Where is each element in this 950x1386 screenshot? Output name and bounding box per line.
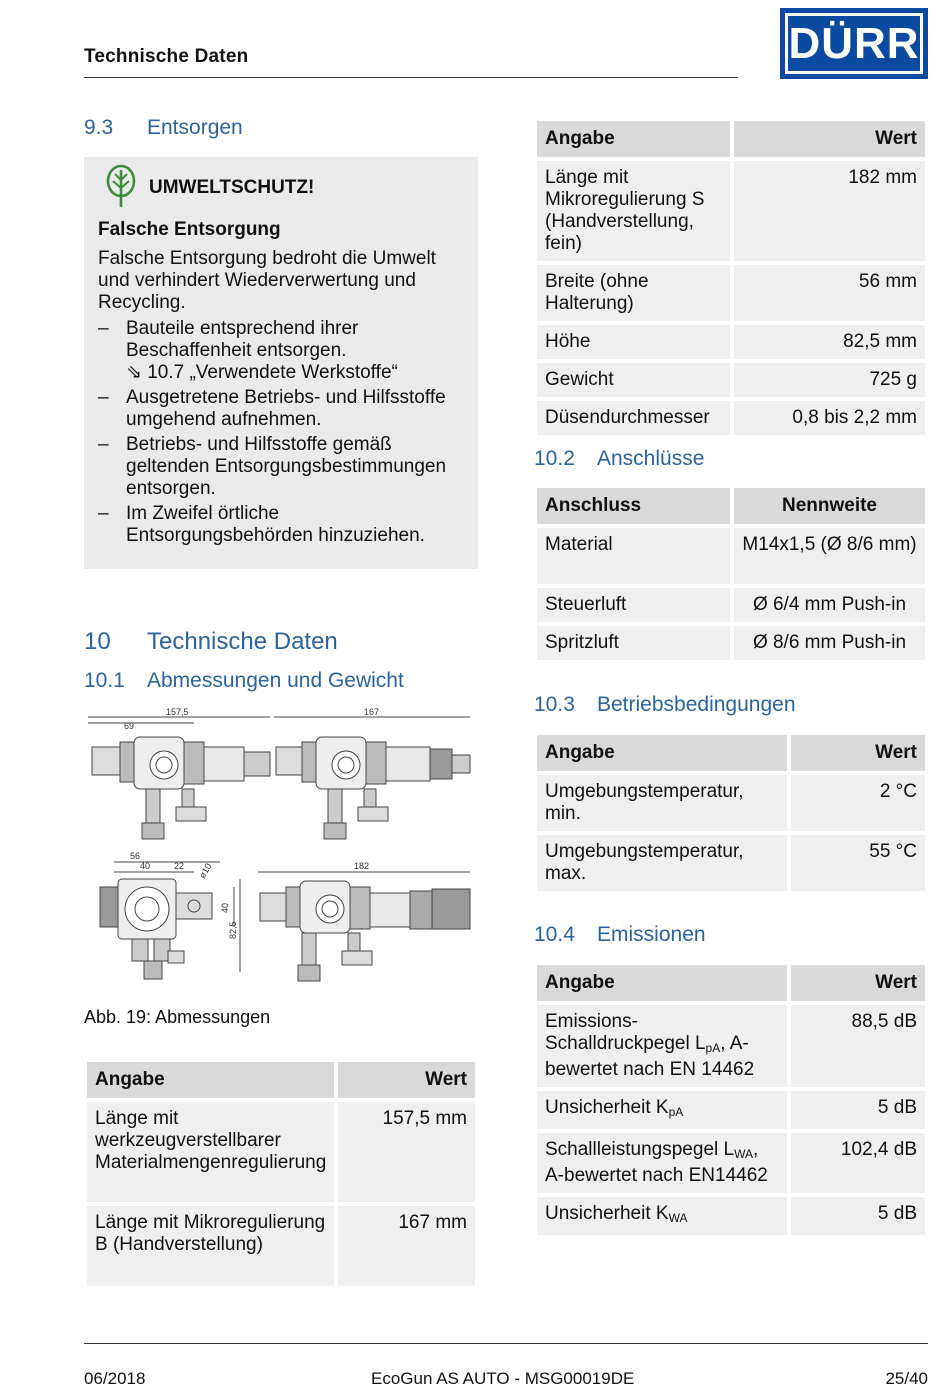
table-cell: 55 °C (791, 835, 925, 891)
table-cell: Höhe (537, 325, 730, 359)
column-header: Anschluss (537, 488, 730, 524)
table-cell: Ø 6/4 mm Push-in (734, 588, 925, 622)
table-row (537, 401, 925, 435)
connections-table (533, 484, 929, 664)
table-row (537, 1005, 925, 1087)
section-title: Betriebsbedingungen (597, 693, 796, 716)
column-header: Wert (734, 121, 925, 157)
column-header: Wert (791, 965, 925, 1001)
chapter-number: 10 (84, 628, 111, 655)
list-item: – Bauteile entsprechend ihrer Beschaffenheit entsorgen. ⇘ 10.7 „Verwendete Werkstoffe“ (98, 318, 468, 384)
column-header: Wert (338, 1062, 475, 1098)
emissions-table (533, 961, 929, 1239)
table-cell: 182 mm (734, 161, 925, 261)
logo-text: DÜRR (788, 18, 920, 68)
table-row (537, 835, 925, 891)
running-header-title: Technische Daten (84, 46, 249, 67)
table-cell: Länge mit werkzeugverstellbarer Materialmengenregulierung (87, 1102, 334, 1202)
table-cell: 56 mm (734, 265, 925, 321)
table-cell: 0,8 bis 2,2 mm (734, 401, 925, 435)
column-header: Angabe (537, 121, 730, 157)
table-cell: 88,5 dB (791, 1005, 925, 1087)
table-cell: Breite (ohne Halterung) (537, 265, 730, 321)
cell-text: Schallleistungspegel L (545, 1139, 735, 1160)
footer-document-id: EcoGun AS AUTO - MSG00019DE (371, 1369, 635, 1386)
arrow-reference-icon: ⇘ (126, 362, 148, 383)
table-cell (537, 1005, 787, 1087)
list-item-text: Betriebs- und Hilfsstoffe gemäß geltenden Entsorgungsbestimmungen entsorgen. (126, 434, 447, 499)
table-cell: 82,5 mm (734, 325, 925, 359)
footer-date: 06/2018 (84, 1369, 146, 1386)
dim-label: 82,5 (228, 921, 238, 939)
operating-conditions-table (533, 731, 929, 895)
dim-label: 56 (130, 851, 141, 861)
section-number: 10.2 (534, 447, 575, 470)
dimensions-table-a (83, 1058, 479, 1290)
table-cell: Spritzluft (537, 626, 730, 660)
table-cell: Umgebungstemperatur, min. (537, 775, 787, 831)
column-header: Wert (791, 735, 925, 771)
section-10-1-heading (84, 669, 404, 693)
table-cell: 5 dB (791, 1197, 925, 1235)
cell-text: Unsicherheit K (545, 1203, 669, 1224)
dimension-drawing (84, 707, 476, 992)
cross-reference[interactable] (126, 362, 468, 384)
dim-label: 157,5 (166, 707, 189, 717)
table-row (537, 528, 925, 584)
dim-label: 69 (124, 721, 135, 731)
chapter-10-heading (84, 628, 338, 656)
table-cell: Steuerluft (537, 588, 730, 622)
table-row (537, 1197, 925, 1235)
column-header: Angabe (87, 1062, 334, 1098)
table-row (537, 588, 925, 622)
table-cell: 725 g (734, 363, 925, 397)
table-cell: 102,4 dB (791, 1133, 925, 1193)
table-header-row (537, 965, 925, 1001)
table-header-row (537, 488, 925, 524)
table-cell (537, 1197, 787, 1235)
note-subheading: Falsche Entsorgung (98, 219, 281, 240)
leaf-icon (104, 164, 138, 208)
table-cell: Material (537, 528, 730, 584)
table-row (537, 1091, 925, 1129)
cell-text: Emissions-Schalldruckpegel L (545, 1011, 706, 1054)
table-row (537, 775, 925, 831)
section-10-3-heading (534, 693, 796, 717)
dim-label: 182 (354, 861, 370, 871)
table-row (537, 325, 925, 359)
table-cell: M14x1,5 (Ø 8/6 mm) (734, 528, 925, 584)
section-10-4-heading (534, 923, 706, 947)
note-body: Falsche Entsorgung bedroht die Umwelt und verhindert Wiederverwertung und Recycling. (98, 248, 436, 313)
section-number: 10.4 (534, 923, 575, 946)
table-cell: Länge mit Mikroregulierung S (Handverstellung, fein) (537, 161, 730, 261)
cell-text: , A-bewertet nach EN 14462 (545, 1033, 755, 1080)
column-header: Angabe (537, 735, 787, 771)
table-row (537, 1133, 925, 1193)
subscript: WA (668, 1211, 688, 1225)
table-header-row (537, 735, 925, 771)
dim-label: 167 (364, 707, 380, 717)
table-cell (537, 1133, 787, 1193)
table-cell: 5 dB (791, 1091, 925, 1129)
section-title: Anschlüsse (597, 447, 705, 470)
chapter-title: Technische Daten (147, 628, 338, 655)
table-header-row (537, 121, 925, 157)
table-cell: 157,5 mm (338, 1102, 475, 1202)
environment-note (84, 157, 478, 569)
list-item-text: Bauteile entsprechend ihrer Beschaffenheit entsorgen. (126, 318, 359, 361)
list-item: – Im Zweifel örtliche Entsorgungsbehörden hinzuziehen. (98, 503, 425, 546)
section-title: Entsorgen (147, 116, 243, 139)
footer-rule (84, 1343, 928, 1344)
section-10-2-heading (534, 447, 704, 471)
column-header: Nennweite (734, 488, 925, 524)
table-cell: 2 °C (791, 775, 925, 831)
section-9-3-heading (84, 116, 243, 140)
table-row (537, 626, 925, 660)
duerr-logo (780, 8, 928, 79)
footer-page-number: 25/40 (885, 1369, 928, 1386)
table-cell: Ø 8/6 mm Push-in (734, 626, 925, 660)
note-heading: UMWELTSCHUTZ! (149, 177, 315, 198)
table-cell: Düsendurchmesser (537, 401, 730, 435)
list-item-text: Ausgetretene Betriebs- und Hilfsstoffe umgehend aufnehmen. (126, 387, 446, 430)
section-title: Abmessungen und Gewicht (147, 669, 404, 692)
table-cell: Umgebungstemperatur, max. (537, 835, 787, 891)
table-cell: Länge mit Mikroregulierung B (Handverstellung) (87, 1206, 334, 1286)
figure-caption: Abb. 19: Abmessungen (84, 1007, 271, 1027)
section-number: 10.1 (84, 669, 125, 692)
table-row (87, 1102, 475, 1202)
table-cell: Gewicht (537, 363, 730, 397)
cell-text: , A-bewertet nach EN14462 (545, 1139, 768, 1186)
section-number: 10.3 (534, 693, 575, 716)
table-row (87, 1206, 475, 1286)
list-item-text: Im Zweifel örtliche Entsorgungsbehörden hinzuziehen. (126, 503, 425, 546)
dim-label: 22 (174, 861, 185, 871)
subscript: WA (734, 1147, 753, 1161)
subscript: pA (668, 1105, 684, 1119)
dim-label: 40 (220, 902, 230, 913)
header-rule (84, 77, 738, 78)
list-item: – Betriebs- und Hilfsstoffe gemäß geltenden Entsorgungsbestimmungen entsorgen. (98, 434, 447, 499)
table-row (537, 363, 925, 397)
note-list (98, 318, 468, 550)
table-header-row (87, 1062, 475, 1098)
list-item: – Ausgetretene Betriebs- und Hilfsstoffe umgehend aufnehmen. (98, 387, 446, 430)
section-number: 9.3 (84, 116, 114, 139)
dim-label: ø10 (197, 861, 214, 880)
table-row (537, 265, 925, 321)
table-cell (537, 1091, 787, 1129)
table-row (537, 161, 925, 261)
cell-text: Unsicherheit K (545, 1097, 669, 1118)
section-title: Emissionen (597, 923, 706, 946)
table-cell: 167 mm (338, 1206, 475, 1286)
reference-text: 10.7 „Verwendete Werkstoffe“ (147, 362, 398, 383)
dimensions-table-b (533, 117, 929, 439)
subscript: pA (705, 1041, 721, 1055)
dim-label: 40 (140, 861, 151, 871)
column-header: Angabe (537, 965, 787, 1001)
